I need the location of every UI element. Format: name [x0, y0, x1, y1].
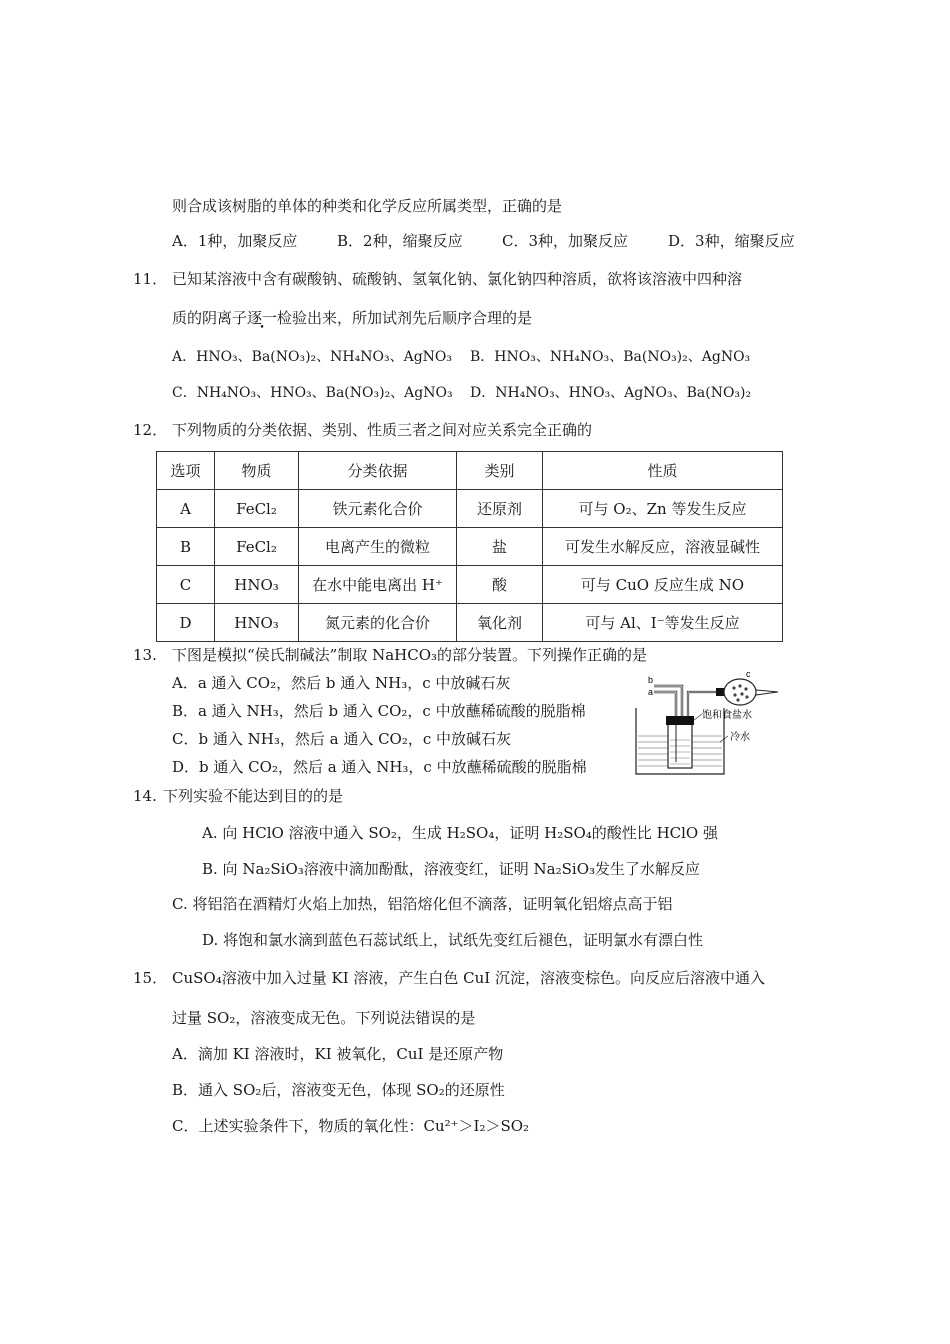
q11-number: 11． [133, 270, 168, 288]
label-brine: 饱和食盐水 [702, 710, 752, 721]
q11-option-b: B．HNO₃、NH₄NO₃、Ba(NO₃)₂、AgNO₃ [470, 349, 751, 365]
table-header: 选项 [157, 452, 215, 490]
q11-stem-part1: 质的阴离子 [172, 309, 248, 327]
table-cell: HNO₃ [215, 566, 299, 604]
table-cell: FeCl₂ [215, 490, 299, 528]
table-row [157, 566, 783, 604]
label-cold-water: 冷水 [730, 732, 750, 743]
q13-option-b: B．a 通入 NH₃，然后 b 通入 CO₂，c 中放蘸稀硫酸的脱脂棉 [172, 702, 586, 720]
q14-number: 14. [133, 787, 157, 805]
q10-stem: 则合成该树脂的单体的种类和化学反应所属类型，正确的是 [172, 197, 563, 215]
q11-option-c: C．NH₄NO₃、HNO₃、Ba(NO₃)₂、AgNO₃ [172, 385, 453, 401]
hou-process-apparatus-figure [632, 670, 782, 780]
q11-option-a: A．HNO₃、Ba(NO₃)₂、NH₄NO₃、AgNO₃ [172, 349, 452, 365]
q11-stem-part2: 检验出来，所加试剂先后顺序合理的是 [277, 309, 533, 327]
table-cell: 在水中能电离出 H⁺ [299, 566, 457, 604]
table-row [157, 604, 783, 642]
table-cell: B [157, 528, 215, 566]
table-cell: 可与 CuO 反应生成 NO [543, 566, 783, 604]
q15-option-c: C．上述实验条件下，物质的氧化性：Cu²⁺＞I₂＞SO₂ [172, 1117, 530, 1135]
q15-stem-line2: 过量 SO₂，溶液变成无色。下列说法错误的是 [172, 1009, 476, 1027]
table-cell: A [157, 490, 215, 528]
table-row [157, 528, 783, 566]
q13-option-d: D．b 通入 CO₂，然后 a 通入 NH₃，c 中放蘸稀硫酸的脱脂棉 [172, 758, 587, 776]
table-cell: HNO₃ [215, 604, 299, 642]
table-cell: D [157, 604, 215, 642]
label-b: b [648, 675, 654, 685]
q13-number: 13. [133, 646, 157, 664]
q10-option-b: B．2种，缩聚反应 [337, 232, 463, 250]
q13-option-a: A．a 通入 CO₂，然后 b 通入 NH₃，c 中放碱石灰 [172, 674, 511, 692]
q15-option-b: B．通入 SO₂后，溶液变无色，体现 SO₂的还原性 [172, 1081, 505, 1099]
label-a: a [648, 687, 654, 697]
q10-option-d: D．3种，缩聚反应 [668, 232, 795, 250]
table-header: 分类依据 [299, 452, 457, 490]
q11-emphasis: 逐一 [247, 309, 278, 327]
q10-option-a: A．1种，加聚反应 [172, 232, 298, 250]
table-header-row [157, 452, 783, 490]
q12-number: 12． [133, 421, 168, 439]
label-c: c [746, 670, 751, 679]
q15-option-a: A．滴加 KI 溶液时，KI 被氧化，CuI 是还原产物 [172, 1045, 504, 1063]
q15-number: 15． [133, 969, 168, 987]
table-row [157, 490, 783, 528]
q14-option-b: B. 向 Na₂SiO₃溶液中滴加酚酞，溶液变红，证明 Na₂SiO₃发生了水解反应 [202, 860, 701, 878]
q11-stem-line1: 已知某溶液中含有碳酸钠、硫酸钠、氢氧化钠、氯化钠四种溶质，欲将该溶液中四种溶 [172, 270, 743, 288]
q11-option-d: D．NH₄NO₃、HNO₃、AgNO₃、Ba(NO₃)₂ [470, 385, 752, 401]
table-cell: 可发生水解反应，溶液显碱性 [543, 528, 783, 566]
table-cell: 氮元素的化合价 [299, 604, 457, 642]
q11-stem-line2 [172, 308, 532, 328]
table-cell: 可与 Al、I⁻等发生反应 [543, 604, 783, 642]
table-header: 物质 [215, 452, 299, 490]
q10-option-c: C．3种，加聚反应 [502, 232, 629, 250]
table-cell: 铁元素化合价 [299, 490, 457, 528]
q14-option-d: D. 将饱和氯水滴到蓝色石蕊试纸上，试纸先变红后褪色，证明氯水有漂白性 [202, 931, 704, 949]
table-cell: 盐 [457, 528, 543, 566]
drying-tube-bulb [724, 679, 756, 705]
q12-stem: 下列物质的分类依据、类别、性质三者之间对应关系完全正确的 [172, 421, 593, 439]
table-cell: 还原剂 [457, 490, 543, 528]
table-header: 类别 [457, 452, 543, 490]
rubber-stopper [666, 716, 694, 725]
q13-option-c: C．b 通入 NH₃，然后 a 通入 CO₂，c 中放碱石灰 [172, 730, 512, 748]
q14-stem: 下列实验不能达到目的的是 [163, 787, 344, 805]
classification-table [156, 451, 783, 642]
table-cell: C [157, 566, 215, 604]
table-cell: 可与 O₂、Zn 等发生反应 [543, 490, 783, 528]
q14-option-a: A. 向 HClO 溶液中通入 SO₂，生成 H₂SO₄，证明 H₂SO₄的酸性比 HClO 强 [202, 824, 719, 842]
table-cell: 电离产生的微粒 [299, 528, 457, 566]
table-cell: 氧化剂 [457, 604, 543, 642]
table-cell: FeCl₂ [215, 528, 299, 566]
q14-option-c: C. 将铝箔在酒精灯火焰上加热，铝箔熔化但不滴落，证明氧化铝熔点高于铝 [172, 895, 673, 913]
table-header: 性质 [543, 452, 783, 490]
table-cell: 酸 [457, 566, 543, 604]
q15-stem-line1: CuSO₄溶液中加入过量 KI 溶液，产生白色 CuI 沉淀，溶液变棕色。向反应后溶液中通入 [172, 969, 765, 987]
q13-stem: 下图是模拟“侯氏制碱法”制取 NaHCO₃的部分装置。下列操作正确的是 [172, 646, 648, 664]
